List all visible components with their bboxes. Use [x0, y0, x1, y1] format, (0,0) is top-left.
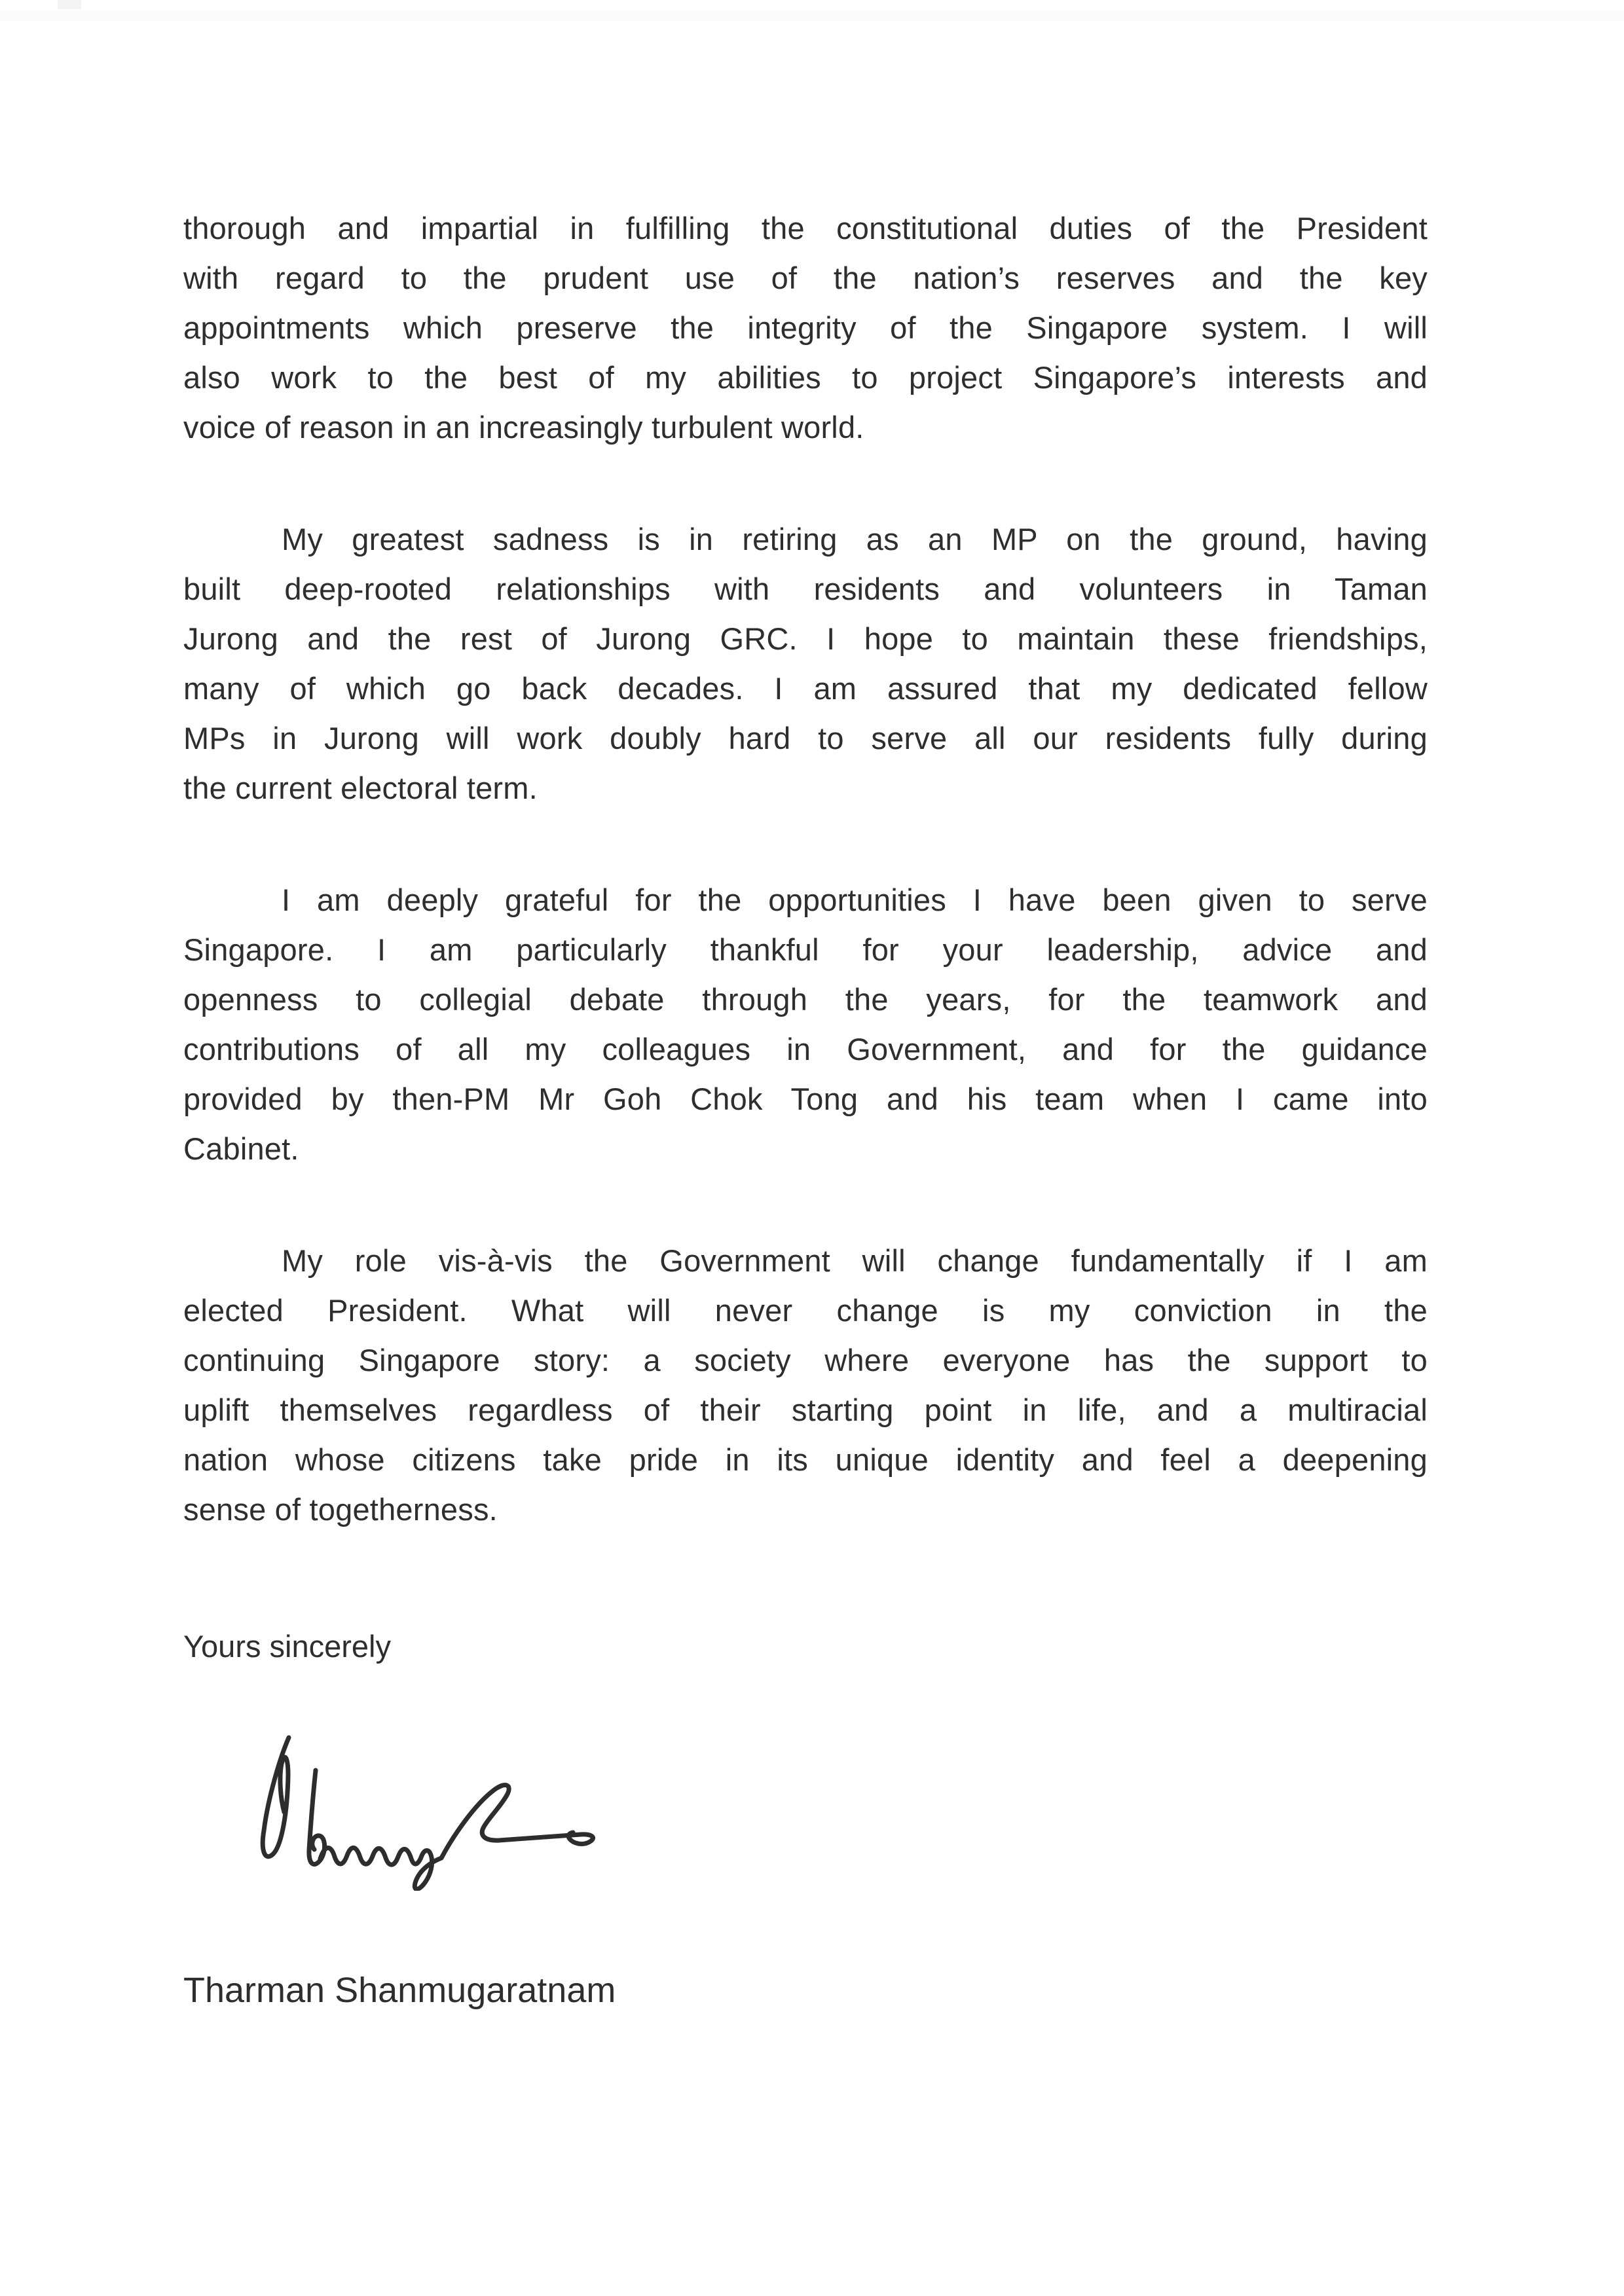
signature-stroke [263, 1738, 289, 1857]
paragraph-line: sense of togetherness. [183, 1492, 498, 1527]
signature-stroke [320, 1848, 441, 1889]
paragraph-line: I am deeply grateful for the opportunities I have been given to serve [282, 883, 1428, 917]
paragraph-line: thorough and impartial in fulfilling the constitutional duties of the President [183, 211, 1428, 246]
valediction-text: Yours sincerely [183, 1629, 391, 1664]
paragraph-line: elected President. What will never change is my conviction in the [183, 1293, 1428, 1328]
paragraph-line: with regard to the prudent use of the nation’s reserves and the key [183, 261, 1428, 295]
handwritten-signature [252, 1734, 619, 1891]
scan-artifact-band [0, 10, 1624, 21]
paragraph-line: Singapore. I am particularly thankful for your leadership, advice and [183, 932, 1428, 967]
paragraph-line: MPs in Jurong will work doubly hard to serve all our residents fully during [183, 721, 1428, 756]
paragraph-line: many of which go back decades. I am assured that my dedicated fellow [183, 671, 1428, 706]
paragraph-line: Jurong and the rest of Jurong GRC. I hope to maintain these friendships, [183, 621, 1428, 656]
paragraph-line: My greatest sadness is in retiring as an MP on the ground, having [282, 522, 1428, 556]
signature-stroke [441, 1785, 593, 1858]
paragraph-line: uplift themselves regardless of their starting point in life, and a multiracial [183, 1393, 1428, 1427]
paragraph-line: continuing Singapore story: a society where everyone has the support to [183, 1343, 1428, 1377]
scan-artifact-smudge [58, 0, 81, 9]
paragraph-line: My role vis-à-vis the Government will change fundamentally if I am [282, 1243, 1428, 1278]
paragraph-line: the current electoral term. [183, 771, 538, 805]
letter-body [183, 204, 1428, 2016]
paragraph-line: built deep-rooted relationships with residents and volunteers in Taman [183, 572, 1428, 606]
letter-paragraph [183, 1236, 1428, 1535]
paragraph-line: also work to the best of my abilities to project Singapore’s interests and [183, 360, 1428, 395]
paragraph-line: provided by then-PM Mr Goh Chok Tong and his team when I came into [183, 1082, 1428, 1116]
signatory-name: Tharman Shanmugaratnam [183, 1971, 616, 2010]
letter-paragraph [183, 875, 1428, 1174]
paragraph-line: appointments which preserve the integrity of the Singapore system. I will [183, 310, 1428, 345]
paragraph-line: contributions of all my colleagues in Government, and for the guidance [183, 1032, 1428, 1066]
letter-paragraph [183, 204, 1428, 452]
paragraph-line: Cabinet. [183, 1131, 299, 1166]
paragraph-line: nation whose citizens take pride in its unique identity and feel a deepening [183, 1442, 1428, 1477]
paragraph-line: voice of reason in an increasingly turbulent world. [183, 410, 864, 445]
paragraph-line: openness to collegial debate through the years, for the teamwork and [183, 982, 1428, 1017]
letter-paragraph [183, 515, 1428, 813]
